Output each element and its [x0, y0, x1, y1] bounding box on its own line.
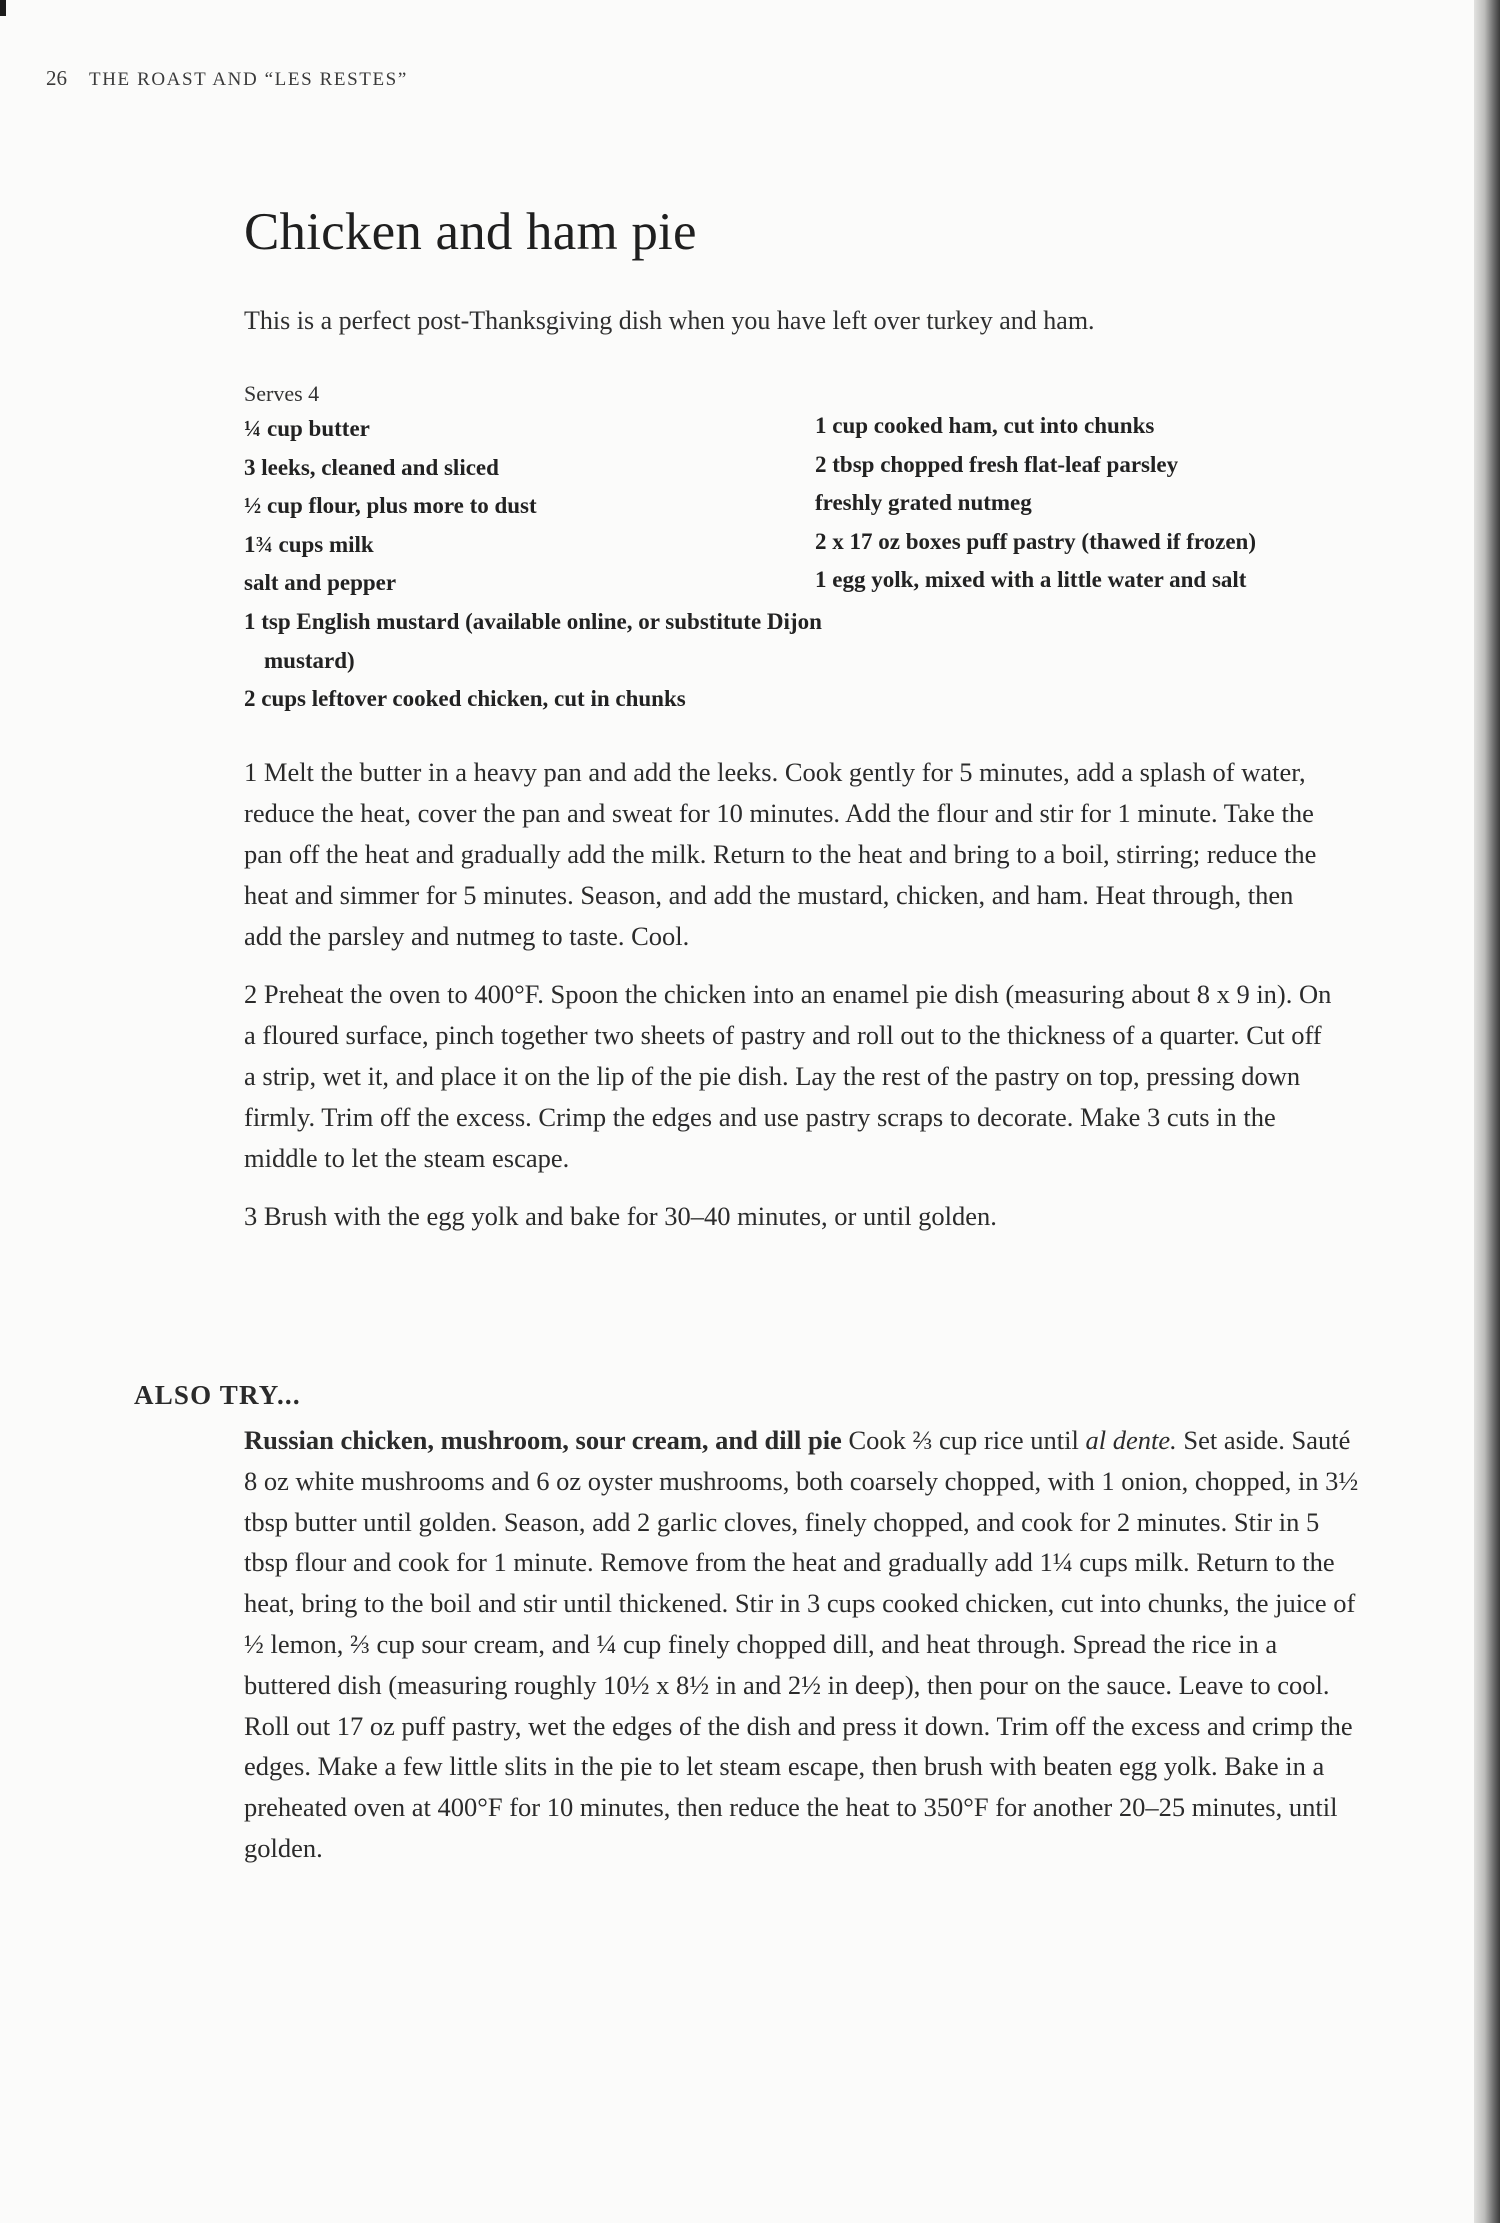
- variant-text: Set aside. Sauté 8 oz white mushrooms and 6 oz oyster mushrooms, both coarsely chopped, with 1 onion, chopped, in 3½ tbsp butter until golden. Season, add 2 garlic cloves, finely chopped, and cook for 2 minutes. Stir in 5 tbsp flour and cook for 1 minute. Remove from the heat and gradually add 1¼ cups milk. Return to the heat, bring to the boil and stir until thickened. Stir in 3 cups cooked chicken, cut into chunks, the juice of ½ lemon, ⅔ cup sour cream, and ¼ cup finely chopped dill, and heat through. Spread the rice in a buttered dish (measuring roughly 10½ x 8½ in and 2½ in deep), then pour on the sauce. Leave to cool. Roll out 17 oz puff pastry, wet the edges of the dish and press it down. Trim off the excess and crimp the edges. Make a few little slits in the pie to let steam escape, then brush with beaten egg yolk. Bake in a preheated oven at 400°F for 10 minutes, then reduce the heat to 350°F for another 20–25 minutes, until golden.: [244, 1425, 1359, 1863]
- ingredient-item: freshly grated nutmeg: [815, 490, 1032, 516]
- variant-text: Cook ⅔ cup rice until: [841, 1425, 1086, 1455]
- ingredients-left-column: [244, 410, 824, 719]
- ingredient-item: 1¾ cups milk: [244, 531, 374, 557]
- ingredient-item: 2 cups leftover cooked chicken, cut in chunks: [244, 686, 686, 712]
- ingredient-item: 2 x 17 oz boxes puff pastry (thawed if frozen): [815, 528, 1257, 554]
- ingredient-item: 1 cup cooked ham, cut into chunks: [815, 413, 1155, 438]
- ingredient-item: 3 leeks, cleaned and sliced: [244, 454, 499, 480]
- method-steps: [244, 752, 1334, 1254]
- ingredient-item: 2 tbsp chopped fresh flat-leaf parsley: [815, 451, 1179, 477]
- variant-name: Russian chicken, mushroom, sour cream, and dill pie: [244, 1425, 842, 1455]
- ingredient-item: ¼ cup butter: [244, 416, 370, 441]
- method-step: 3 Brush with the egg yolk and bake for 30–40 minutes, or until golden.: [244, 1201, 997, 1231]
- also-try-body: [244, 1420, 1359, 1869]
- page-number: 26: [46, 66, 67, 90]
- scan-edge-mark: [0, 0, 6, 16]
- method-step: 2 Preheat the oven to 400°F. Spoon the chicken into an enamel pie dish (measuring about 8 x 9 in). On a floured surface, pinch together two sheets of pastry and roll out to the thickness of a quarter. Cut off a strip, wet it, and place it on the lip of the pie dish. Lay the rest of the pastry on top, pressing down firmly. Trim off the excess. Crimp the edges and use pastry scraps to decorate. Make 3 cuts in the middle to let the steam escape.: [244, 979, 1332, 1173]
- ingredients-right-column: [815, 407, 1335, 600]
- ingredient-item: salt and pepper: [244, 570, 397, 596]
- recipe-title: Chicken and ham pie: [244, 203, 697, 261]
- method-step: 1 Melt the butter in a heavy pan and add the leeks. Cook gently for 5 minutes, add a splash of water, reduce the heat, cover the pan and sweat for 10 minutes. Add the flour and stir for 1 minute. Take the pan off the heat and gradually add the milk. Return to the heat and bring to a boil, stirring; reduce the heat and simmer for 5 minutes. Season, and add the mustard, chicken, and ham. Heat through, then add the parsley and nutmeg to taste. Cool.: [244, 757, 1317, 951]
- variant-text-italic: al dente.: [1085, 1425, 1177, 1455]
- ingredient-item: 1 egg yolk, mixed with a little water and salt: [815, 567, 1247, 593]
- running-head: [46, 66, 408, 91]
- running-head-title: THE ROAST AND “LES RESTES”: [89, 69, 408, 90]
- book-spine-shadow: [1474, 0, 1500, 2223]
- recipe-intro: This is a perfect post-Thanksgiving dish when you have left over turkey and ham.: [244, 306, 1095, 335]
- serves-line: Serves 4: [244, 381, 320, 406]
- also-try-heading: ALSO TRY...: [134, 1380, 301, 1410]
- ingredient-item: ½ cup flour, plus more to dust: [244, 493, 537, 519]
- ingredient-item: 1 tsp English mustard (available online, or substitute Dijon mustard): [244, 608, 822, 673]
